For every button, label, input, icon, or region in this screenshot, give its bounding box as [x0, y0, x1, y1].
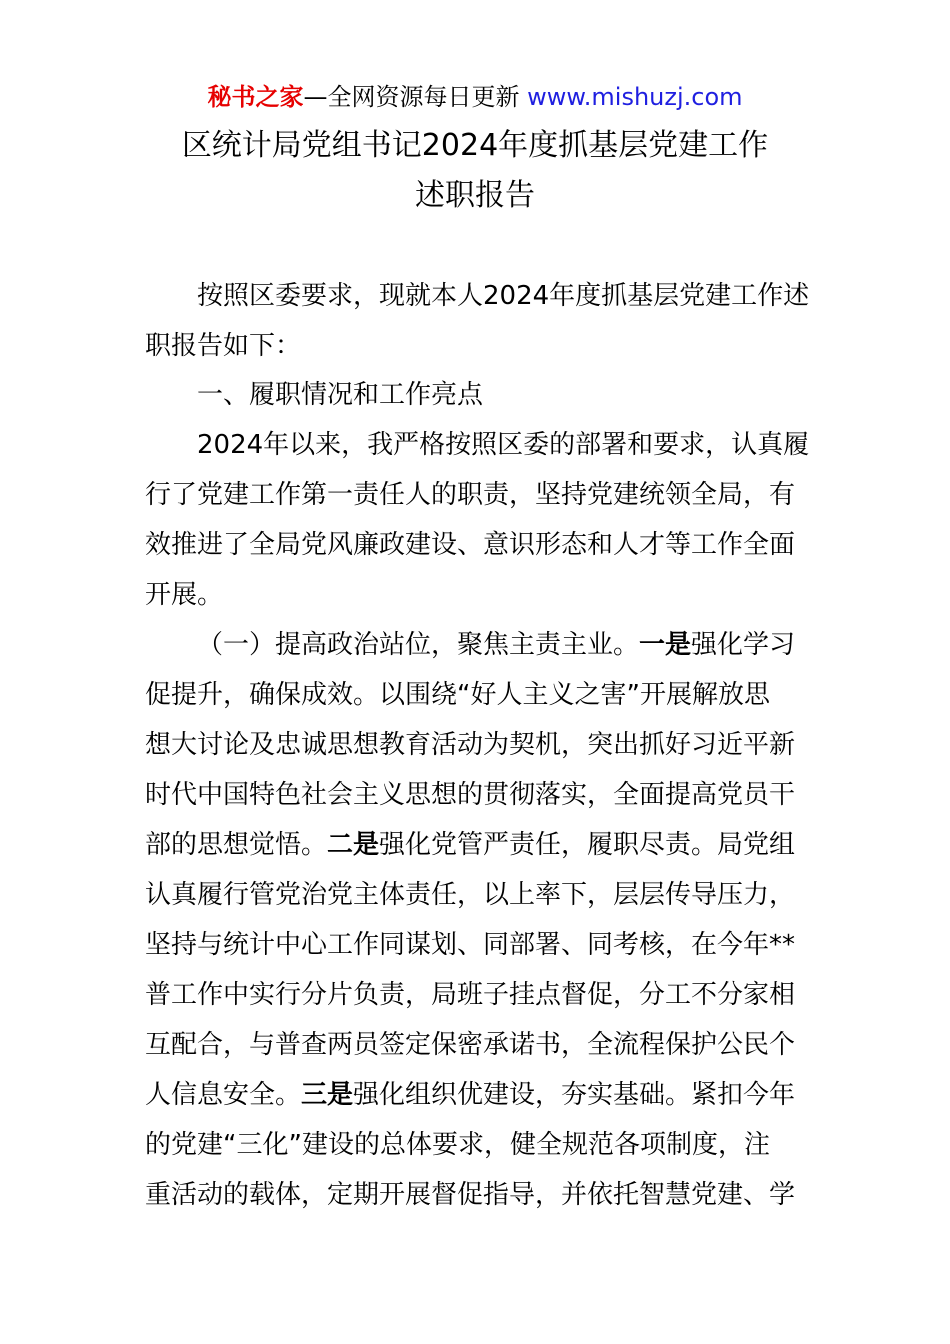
body-line: 重活动的载体，定期开展督促指导，并依托智慧党建、学 [145, 1180, 796, 1210]
body-text: 强化学习 [691, 630, 796, 660]
body-line: 行了党建工作第一责任人的职责，坚持党建统领全局，有 [145, 480, 796, 510]
site-url: www.mishuzj.com [527, 83, 743, 111]
bold-marker: 三是 [301, 1080, 354, 1110]
body-line: 互配合，与普查两员签定保密承诺书，全流程保护公民个 [145, 1030, 796, 1060]
body-text: 强化党管严责任，履职尽责。局党组 [379, 830, 796, 860]
bold-marker: 二是 [327, 830, 380, 860]
body-line: 时代中国特色社会主义思想的贯彻落实，全面提高党员干 [145, 780, 796, 810]
body-text: 人信息安全。 [145, 1080, 302, 1110]
brand-name: 秘书之家 [207, 83, 304, 111]
document-title-line-1: 区统计局党组书记2024年度抓基层党建工作 [181, 128, 769, 163]
body-line: 认真履行管党治党主体责任，以上率下，层层传导压力， [145, 880, 796, 910]
document-title-line-2: 述职报告 [415, 178, 535, 213]
subsection-heading: （一）提高政治站位，聚焦主责主业。 [197, 630, 640, 660]
body-line: 想大讨论及忠诚思想教育活动为契机，突出抓好习近平新 [145, 730, 796, 760]
body-line: 坚持与统计中心工作同谋划、同部署、同考核，在今年** [145, 930, 796, 960]
body-text: 部的思想觉悟。 [145, 830, 328, 860]
body-line: 开展。 [145, 580, 224, 610]
bold-marker: 一是 [639, 630, 692, 660]
body-line: 普工作中实行分片负责，局班子挂点督促，分工不分家相 [145, 980, 796, 1010]
section-heading: 一、履职情况和工作亮点 [197, 380, 484, 410]
body-line: 2024年以来，我严格按照区委的部署和要求，认真履 [197, 430, 810, 460]
body-line: 职报告如下： [145, 331, 302, 361]
body-line [145, 827, 795, 863]
body-line [197, 627, 795, 663]
body-line: 效推进了全局党风廉政建设、意识形态和人才等工作全面 [145, 530, 796, 560]
body-line [145, 1077, 795, 1113]
site-header [0, 80, 950, 114]
body-text: 强化组织优建设，夯实基础。紧扣今年 [353, 1080, 796, 1110]
body-line: 促提升，确保成效。以围绕“好人主义之害”开展解放思 [145, 680, 770, 710]
body-line: 按照区委要求，现就本人2024年度抓基层党建工作述 [197, 281, 810, 311]
header-tagline: —全网资源每日更新 [303, 83, 528, 111]
body-line: 的党建“三化”建设的总体要求，健全规范各项制度，注 [145, 1130, 770, 1160]
